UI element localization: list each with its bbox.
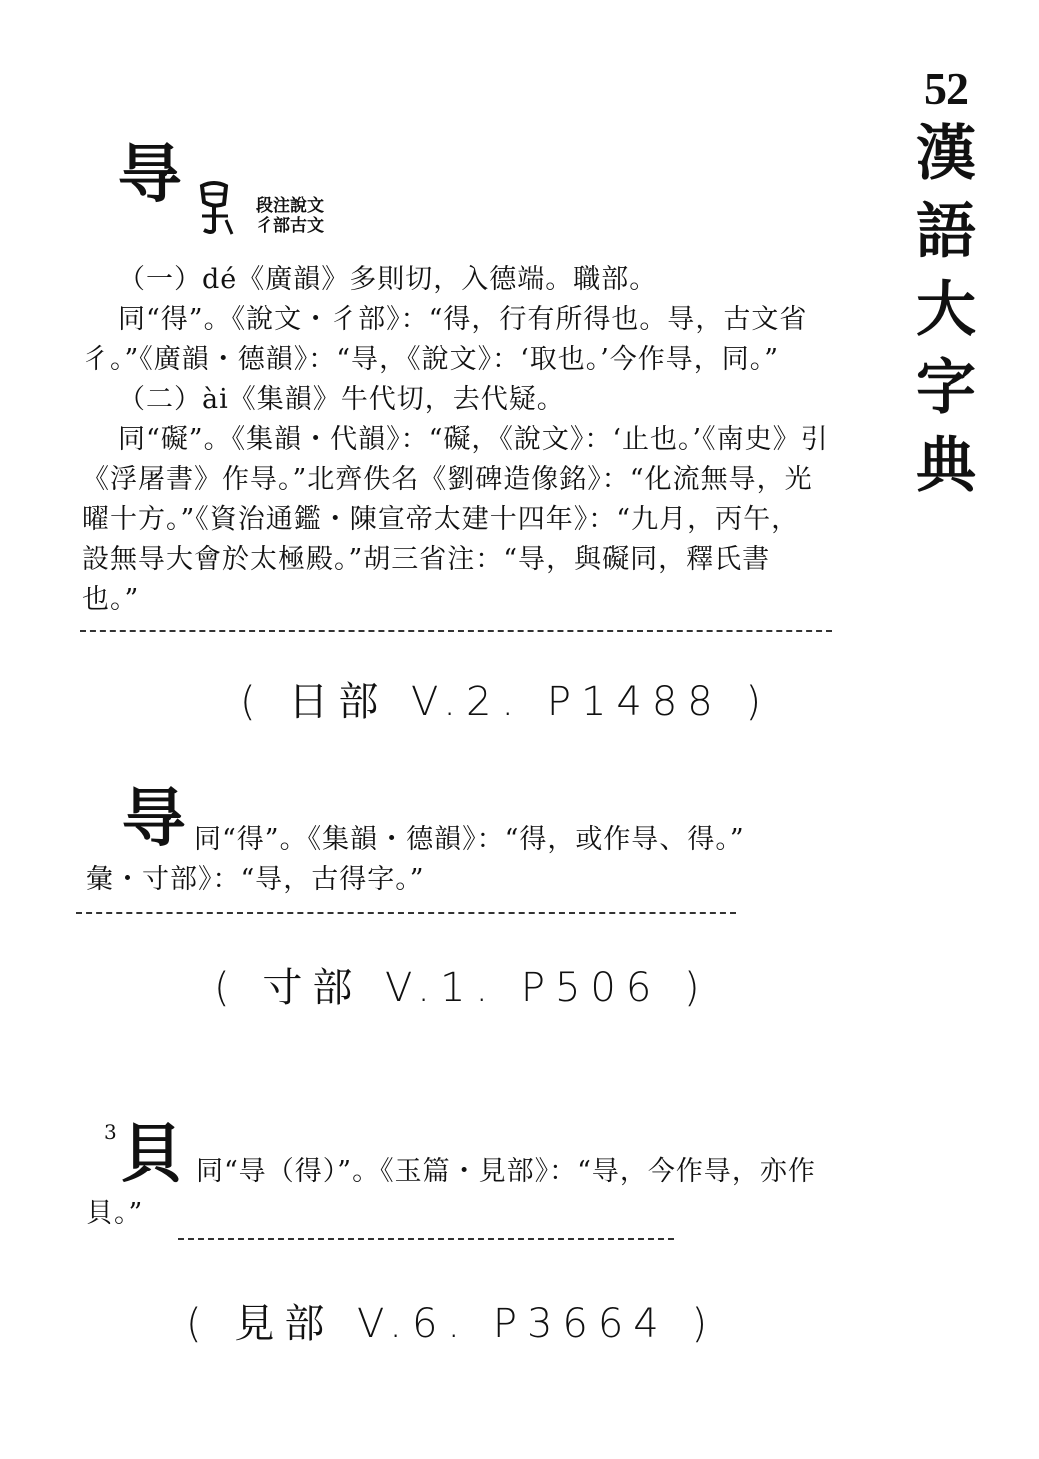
divider	[178, 1238, 674, 1240]
seal-note-line: 段注說文	[256, 196, 324, 216]
title-char: 字	[916, 353, 976, 423]
definition-line: （二）ài《集韻》牛代切，去代疑。	[118, 384, 565, 415]
definition-line: 同“得”。《集韻・德韻》：“得，或作㝵、得。”	[194, 824, 745, 855]
seal-script-icon	[194, 180, 234, 236]
entry2-handwritten-ref: ( 寸部 V.1. P506 )	[214, 965, 710, 1011]
seal-note	[256, 196, 324, 236]
entry1-handwritten-ref: ( 日部 V.2. P1488 )	[240, 679, 772, 725]
entry3-headword: 貝	[120, 1117, 184, 1192]
definition-line: 同“得”。《說文・彳部》：“得，行有所得也。㝵，古文省	[118, 304, 808, 335]
entry1-headword: 㝵	[118, 137, 182, 212]
definition-line: 貝。”	[86, 1198, 144, 1229]
definition-line: 同“㝵（得）”。《玉篇・見部》：“㝵，今作㝵，亦作	[196, 1156, 816, 1187]
title-char: 漢	[916, 119, 976, 189]
divider	[80, 630, 832, 632]
entry3-handwritten-ref: ( 見部 V.6. P3664 )	[186, 1301, 718, 1347]
title-char: 語	[916, 197, 976, 267]
title-char: 典	[916, 431, 976, 501]
definition-line: 彳。”《廣韻・德韻》：“㝵，《說文》：‘取也。’今作㝵，同。”	[82, 344, 780, 375]
definition-line: 設無㝵大會於太極殿。”胡三省注：“㝵，與礙同，釋氏書	[82, 544, 771, 575]
definition-line: 也。”	[82, 584, 140, 615]
entry2-definition-line1	[194, 820, 745, 860]
entry3-superscript: 3	[104, 1120, 117, 1144]
definition-line: 同“礙”。《集韻・代韻》：“礙，《說文》：‘止也。’《南史》引	[118, 424, 829, 455]
divider	[76, 912, 736, 914]
entry2-definition-line2	[86, 860, 425, 900]
entry2-headword: 㝵	[122, 781, 186, 856]
dictionary-title	[905, 62, 987, 505]
definition-line: 曜十方。”《資治通鑑・陳宣帝太建十四年》：“九月，丙午，	[82, 504, 800, 535]
seal-note-line: 彳部古文	[256, 216, 324, 236]
definition-line: （一）dé《廣韻》多則切，入德端。職部。	[118, 264, 658, 295]
definition-line: 《浮屠書》作㝵。”北齊佚名《劉碑造像銘》：“化流無㝵，光	[82, 464, 813, 495]
entry3-definition-line1	[196, 1152, 816, 1192]
title-char: 大	[916, 275, 976, 345]
page-number: 52	[924, 63, 968, 114]
definition-line: 彙・寸部》：“㝵，古得字。”	[86, 864, 425, 895]
entry1-definition	[82, 260, 842, 620]
entry3-definition-line2	[86, 1194, 143, 1234]
